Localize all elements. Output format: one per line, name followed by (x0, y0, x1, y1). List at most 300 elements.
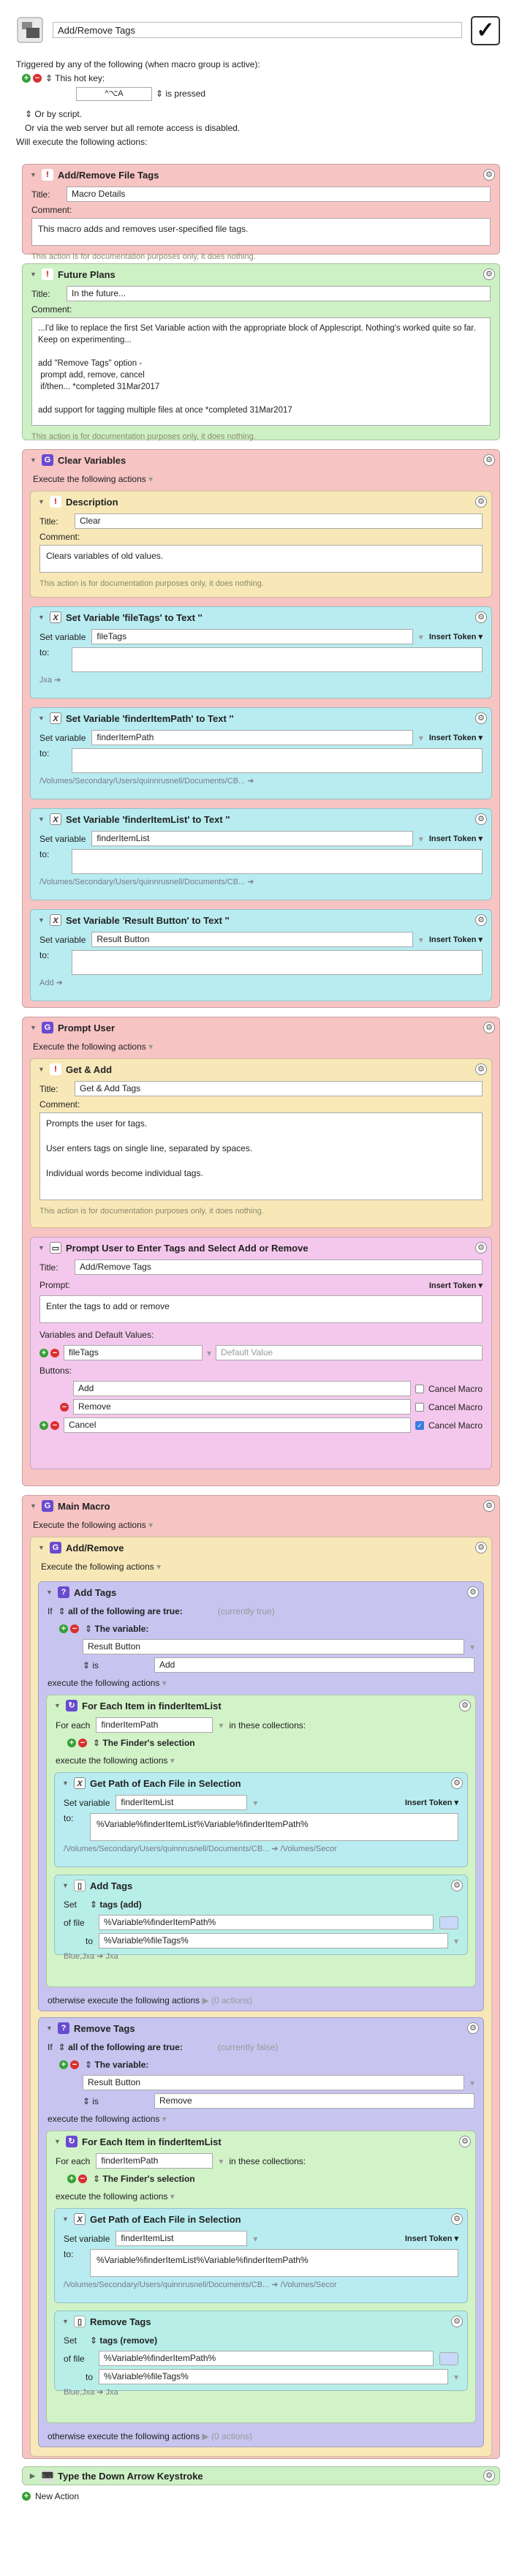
otherwise-text: otherwise execute the following actions (48, 1995, 200, 2006)
gear-icon[interactable]: ⚙ (475, 496, 487, 508)
condition-text: all of the following are true: (68, 1606, 183, 1616)
set-variable-label: Set variable (39, 631, 86, 642)
script-select[interactable]: ⇕ Or by script. (25, 108, 83, 119)
action-add-remove-file-tags[interactable] (22, 164, 500, 261)
disclosure-icon[interactable]: ▼ (46, 2025, 53, 2032)
insert-token-menu[interactable]: Insert Token ▾ (404, 1799, 458, 1807)
action-if-then[interactable] (38, 1581, 484, 2011)
action-title: For Each Item in finderItemList (82, 1700, 222, 1711)
execute-label: Execute the following actions ▾ (41, 1562, 162, 1572)
to-label: to (85, 1935, 93, 1946)
variable-field[interactable]: finderItemPath (96, 1717, 213, 1733)
trigger-type[interactable]: ⇕ This hot key: (45, 72, 105, 83)
title-label: Title: (39, 1262, 58, 1273)
text-field[interactable] (72, 647, 483, 672)
disclosure-icon[interactable]: ▶ (30, 2471, 35, 2479)
disclosure-icon[interactable]: ▼ (54, 1702, 61, 1709)
to-label: to: (64, 1813, 74, 1823)
title-label: Title: (31, 288, 50, 299)
action-title: Future Plans (58, 268, 116, 280)
remove-collection-icon[interactable]: − (78, 2174, 87, 2183)
tags-field[interactable]: %Variable%fileTags% (99, 1933, 448, 1948)
of-file-label: of file (64, 2353, 85, 2364)
var-menu-icon[interactable]: ▾ (418, 934, 423, 945)
variable-icon: X (50, 712, 61, 724)
title-field[interactable]: Get & Add Tags (75, 1081, 483, 1096)
gear-icon[interactable]: ⚙ (451, 2213, 463, 2225)
actions-list (22, 164, 500, 2501)
operator-label: is (92, 1660, 99, 1671)
result-preview: /Volumes/Secondary/Users/quinnrusnell/Documents/CB... ➔ (39, 777, 254, 786)
tags-field[interactable]: %Variable%fileTags% (99, 2369, 448, 2384)
execute-label: execute the following actions ▾ (56, 2191, 175, 2202)
action-future-plans[interactable] (22, 263, 500, 440)
otherwise-label (39, 1992, 483, 2009)
result-preview: Blue,Jxa ➔ Jxa (64, 2388, 118, 2397)
if-icon: ? (58, 1586, 69, 1598)
add-condition-icon[interactable]: + (59, 2060, 68, 2069)
the-variable-label: The variable: (94, 1624, 149, 1634)
gear-icon[interactable]: ⚙ (483, 1500, 495, 1512)
comment-icon: ! (42, 268, 53, 280)
group-icon: G (42, 1500, 53, 1512)
add-trigger-icon[interactable]: + (22, 74, 31, 83)
variable-field[interactable]: Result Button (91, 932, 412, 947)
add-collection-icon[interactable]: + (67, 1739, 76, 1747)
add-condition-icon[interactable]: + (59, 1624, 68, 1633)
group-prompt-user[interactable] (22, 1017, 500, 1486)
add-button-icon[interactable]: + (39, 1421, 48, 1430)
execute-label: Execute the following actions ▾ (33, 1520, 154, 1530)
var-menu-icon[interactable]: ▾ (418, 631, 423, 642)
value-field[interactable]: Remove (154, 2093, 474, 2109)
attribute-select[interactable]: ⇕ tags (add) (90, 1899, 142, 1910)
to-label: to: (39, 849, 50, 859)
comment-icon: ! (50, 1063, 61, 1075)
action-title: Set Variable 'finderItemList' to Text '' (66, 813, 230, 825)
insert-token-menu[interactable]: Insert Token ▾ (428, 1281, 483, 1290)
insert-token-menu[interactable]: Insert Token ▾ (428, 935, 483, 944)
collections-label: in these collections: (229, 2155, 306, 2166)
comment-field[interactable]: Clears variables of old values. (39, 545, 483, 573)
action-get-add[interactable] (30, 1058, 492, 1228)
set-label: Set (64, 2335, 77, 2346)
for-each-label: For each (56, 1720, 91, 1730)
action-title: Type the Down Arrow Keystroke (58, 2470, 203, 2482)
var-menu-icon[interactable]: ▾ (418, 833, 423, 844)
execute-text: execute the following actions (48, 1678, 160, 1688)
result-preview: Add ➔ (39, 979, 63, 987)
result-preview: /Volumes/Secondary/Users/quinnrusnell/Documents/CB... ➔ /Volumes/Secor (64, 2281, 337, 2289)
comment-field[interactable]: Prompts the user for tags. User enters tags on single line, separated by spaces. Individual words become individual tags. (39, 1112, 483, 1200)
tags-menu-icon[interactable]: ▾ (453, 2371, 458, 2382)
variable-field[interactable]: finderItemPath (96, 2153, 213, 2169)
action-set-variable[interactable] (30, 606, 492, 698)
execute-label: Execute the following actions ▾ (33, 1042, 154, 1052)
variable-field[interactable]: fileTags (91, 629, 412, 644)
web-label: Or via the web server but all remote access is disabled. (25, 122, 241, 133)
default-value-field[interactable]: Default Value (216, 1345, 483, 1360)
action-title: Remove Tags (90, 2316, 151, 2327)
variable-field[interactable]: Result Button (83, 1639, 464, 1654)
to-label: to: (64, 2249, 74, 2259)
disclosure-icon[interactable]: ▼ (38, 816, 45, 823)
pressed-label: is pressed (165, 88, 206, 99)
gear-icon[interactable]: ⚙ (451, 2316, 463, 2327)
action-title: Clear Variables (58, 454, 126, 466)
script-label: Or by script. (34, 108, 83, 119)
button-add-field[interactable]: Add (73, 1381, 411, 1396)
action-title: Set Variable 'Result Button' to Text '' (66, 914, 230, 926)
condition-type-select[interactable]: ⇕ The variable: (85, 2060, 149, 2070)
disclosure-icon[interactable]: ▼ (38, 715, 45, 722)
var-menu-icon[interactable]: ▾ (219, 1720, 224, 1730)
cancel-macro-checkbox-checked[interactable]: ✓ (415, 1421, 424, 1430)
disclosure-icon[interactable]: ▼ (54, 2138, 61, 2145)
disclosure-icon[interactable]: ▼ (62, 1882, 69, 1889)
to-label: to: (39, 950, 50, 960)
doc-note: This action is for documentation purposes only, it does nothing. (31, 432, 256, 441)
macro-header (0, 0, 522, 57)
of-file-label: of file (64, 1917, 85, 1928)
disclosure-icon[interactable]: ▼ (38, 916, 45, 924)
hotkey-field[interactable]: ^⌥A (76, 87, 152, 101)
action-if-then[interactable] (38, 2017, 484, 2447)
variable-icon: X (74, 1777, 86, 1789)
gear-icon[interactable]: ⚙ (451, 1880, 463, 1891)
action-file-tags[interactable] (54, 2311, 468, 2397)
gear-icon[interactable]: ⚙ (475, 712, 487, 724)
macro-icon[interactable] (16, 16, 44, 44)
operator-select[interactable]: ⇕ is (83, 1660, 99, 1671)
execute-label: execute the following actions ▾ (56, 1755, 175, 1766)
action-type-down-arrow[interactable] (22, 2466, 500, 2485)
disclosure-icon[interactable]: ▼ (30, 1024, 37, 1031)
disclosure-icon[interactable]: ▼ (62, 2215, 69, 2223)
variable-icon: X (50, 611, 61, 623)
trigger-intro: Triggered by any of the following (when macro group is active): (16, 59, 260, 69)
disclosure-icon[interactable]: ▼ (38, 614, 45, 621)
result-preview: /Volumes/Secondary/Users/quinnrusnell/Documents/CB... ➔ (39, 878, 254, 886)
gear-icon[interactable]: ⚙ (467, 2022, 479, 2034)
insert-token-menu[interactable]: Insert Token ▾ (428, 633, 483, 641)
action-get-path[interactable] (54, 1772, 468, 1867)
text-field[interactable]: %Variable%finderItemList%Variable%finderItemPath% (90, 2249, 458, 2277)
text-field[interactable] (72, 748, 483, 773)
action-file-tags[interactable] (54, 1875, 468, 1961)
gear-icon[interactable]: ⚙ (459, 2136, 471, 2147)
tags-menu-icon[interactable]: ▾ (453, 1935, 458, 1946)
otherwise-count: ▶ (0 actions) (202, 1995, 253, 2006)
insert-token-menu[interactable]: Insert Token ▾ (428, 734, 483, 742)
variable-field[interactable]: finderItemList (116, 2231, 247, 2246)
attribute-text: tags (add) (99, 1899, 142, 1910)
result-preview: Jxa ➔ (39, 676, 61, 685)
execute-text: execute the following actions (56, 2191, 168, 2202)
file-icon: ▯ (74, 1880, 86, 1891)
title-label: Title: (39, 1083, 58, 1094)
new-action-button[interactable] (22, 2491, 500, 2501)
action-title: Add/Remove File Tags (58, 169, 159, 181)
set-label: Set (64, 1899, 77, 1910)
remove-button-icon[interactable]: − (60, 1403, 69, 1412)
file-field[interactable]: %Variable%finderItemPath% (99, 1915, 434, 1930)
title-field[interactable]: In the future... (67, 286, 491, 301)
disclosure-icon[interactable]: ▼ (38, 1066, 45, 1073)
disclosure-icon[interactable]: ▼ (46, 1589, 53, 1596)
variable-icon: X (50, 914, 61, 926)
action-title: Prompt User to Enter Tags and Select Add or Remove (66, 1242, 309, 1254)
text-field[interactable] (72, 849, 483, 874)
condition-select[interactable]: ⇕ all of the following are true: (58, 2042, 183, 2052)
title-label: Title: (39, 516, 58, 527)
add-var-icon[interactable]: + (39, 1349, 48, 1357)
if-label: If (48, 2042, 53, 2052)
remove-condition-icon[interactable]: − (70, 2060, 79, 2069)
variable-icon: X (74, 2213, 86, 2225)
var-menu-icon[interactable]: ▾ (469, 2077, 474, 2088)
execute-text: Execute the following actions (41, 1562, 154, 1572)
gear-icon[interactable]: ⚙ (475, 1063, 487, 1075)
set-variable-label: Set variable (39, 833, 86, 844)
remove-button-icon[interactable]: − (50, 1421, 59, 1430)
operator-select[interactable]: ⇕ is (83, 2095, 99, 2106)
keyboard-icon: ⌨ (42, 2471, 53, 2480)
remove-collection-icon[interactable]: − (78, 1739, 87, 1747)
gear-icon[interactable]: ⚙ (475, 1242, 487, 1254)
collections-label: in these collections: (229, 1720, 306, 1730)
action-get-path[interactable] (54, 2208, 468, 2303)
execute-text: Execute the following actions (33, 1520, 146, 1530)
title-field[interactable]: Macro Details (67, 187, 491, 202)
enabled-checkbox[interactable]: ✓ (471, 16, 500, 45)
comment-field[interactable]: ...I'd like to replace the first Set Variable action with the appropriate block of Applescript. Nothing's worked quite so far. Keep on experimenting... add "Remove Tags" option - prompt add, remove, cancel if/then... *completed 31Mar2017 add support for tagging multiple files at once *completed 31Mar2017 (31, 317, 491, 426)
disclosure-icon[interactable]: ▼ (38, 498, 45, 505)
execute-text: Execute the following actions (33, 474, 146, 484)
comment-label: Comment: (31, 205, 72, 215)
action-title: Set Variable 'fileTags' to Text '' (66, 611, 203, 623)
action-title: Get & Add (66, 1063, 113, 1075)
collection-text: The Finder's selection (102, 1738, 195, 1748)
var-menu-icon[interactable]: ▾ (253, 2233, 258, 2244)
title-label: Title: (31, 189, 50, 200)
gear-icon[interactable]: ⚙ (475, 914, 487, 926)
remove-condition-icon[interactable]: − (70, 1624, 79, 1633)
title-field[interactable]: Add/Remove Tags (75, 1259, 483, 1275)
action-title: Get Path of Each File in Selection (90, 2213, 241, 2225)
disclosure-icon[interactable]: ▼ (38, 1244, 45, 1251)
action-title: Add/Remove (66, 1542, 124, 1553)
hotkey-label: This hot key: (55, 72, 105, 83)
action-for-each[interactable] (46, 1695, 476, 1987)
otherwise-label (39, 2428, 483, 2445)
cancel-macro-label: Cancel Macro (428, 1420, 483, 1431)
plus-icon: + (22, 2492, 31, 2501)
prompt-field[interactable]: Enter the tags to add or remove (39, 1295, 483, 1323)
group-main-macro[interactable] (22, 1495, 500, 2459)
title-field[interactable]: Clear (75, 513, 483, 529)
action-title: Add Tags (74, 1586, 117, 1598)
comment-field[interactable]: This macro adds and removes user-specified file tags. (31, 218, 491, 246)
comment-icon: ! (50, 496, 61, 508)
action-description[interactable] (30, 491, 492, 598)
vars-label: Variables and Default Values: (39, 1330, 154, 1340)
execute-label: execute the following actions ▾ (48, 1678, 167, 1688)
for-each-label: For each (56, 2155, 91, 2166)
operator-label: is (92, 2095, 99, 2106)
otherwise-text: otherwise execute the following actions (48, 2431, 200, 2441)
will-execute-label: Will execute the following actions: (16, 136, 148, 147)
variable-field[interactable]: Result Button (83, 2075, 464, 2090)
folder-icon[interactable] (439, 1916, 458, 1929)
button-remove-field[interactable]: Remove (73, 1399, 411, 1415)
value-field[interactable]: Add (154, 1657, 474, 1673)
action-title: Remove Tags (74, 2022, 135, 2034)
set-variable-label: Set variable (39, 934, 86, 945)
condition-select[interactable]: ⇕ all of the following are true: (58, 1606, 183, 1616)
loop-icon: ↻ (66, 2136, 77, 2147)
to-label: to: (39, 748, 50, 758)
variable-field[interactable]: finderItemList (91, 831, 412, 846)
doc-note: This action is for documentation purposes only, it does nothing. (39, 1207, 264, 1216)
comment-label: Comment: (31, 304, 72, 315)
loop-icon: ↻ (66, 1700, 77, 1711)
disclosure-icon[interactable]: ▼ (30, 271, 37, 278)
action-title: Get Path of Each File in Selection (90, 1777, 241, 1789)
collection-select[interactable]: ⇕ The Finder's selection (93, 1738, 195, 1748)
collection-select[interactable]: ⇕ The Finder's selection (93, 2174, 195, 2184)
result-preview: Blue,Jxa ➔ Jxa (64, 1952, 118, 1961)
group-icon: G (42, 1022, 53, 1033)
execute-label: execute the following actions ▾ (48, 2114, 167, 2124)
action-title: Add Tags (90, 1880, 133, 1891)
collection-text: The Finder's selection (102, 2174, 195, 2184)
set-variable-label: Set variable (64, 2233, 110, 2244)
to-label: to (85, 2371, 93, 2382)
gear-icon[interactable]: ⚙ (483, 2470, 495, 2482)
action-title: Description (66, 496, 118, 508)
condition-status: (currently false) (217, 2042, 279, 2052)
pressed-select[interactable]: ⇕ is pressed (156, 88, 206, 99)
group-clear-variables[interactable] (22, 449, 500, 1008)
to-label: to: (39, 647, 50, 658)
action-title: For Each Item in finderItemList (82, 2136, 222, 2147)
var-menu-icon[interactable]: ▾ (219, 2155, 224, 2166)
execute-label: Execute the following actions ▾ (33, 474, 154, 484)
add-collection-icon[interactable]: + (67, 2174, 76, 2183)
doc-note: This action is for documentation purposes only, it does nothing. (31, 252, 256, 261)
action-title: Prompt User (58, 1022, 116, 1033)
comment-label: Comment: (39, 1099, 80, 1110)
var-menu-icon[interactable]: ▾ (418, 732, 423, 743)
disclosure-icon[interactable]: ▼ (38, 1544, 45, 1551)
gear-icon[interactable]: ⚙ (467, 1586, 479, 1598)
group-add-remove[interactable] (30, 1537, 492, 2457)
file-icon: ▯ (74, 2316, 86, 2327)
insert-token-menu[interactable]: Insert Token ▾ (404, 2234, 458, 2243)
attribute-select[interactable]: ⇕ tags (remove) (90, 2335, 158, 2346)
otherwise-count: ▶ (0 actions) (202, 2431, 253, 2441)
set-variable-label: Set variable (64, 1797, 110, 1808)
condition-text: all of the following are true: (68, 2042, 183, 2052)
prompt-label: Prompt: (39, 1280, 71, 1290)
remove-trigger-icon[interactable]: − (33, 74, 42, 83)
gear-icon[interactable]: ⚙ (483, 268, 495, 280)
variable-field[interactable]: finderItemPath (91, 730, 412, 745)
gear-icon[interactable]: ⚙ (483, 454, 495, 466)
condition-status: (currently true) (217, 1606, 275, 1616)
action-set-variable[interactable] (30, 909, 492, 1001)
var-menu-icon[interactable]: ▾ (207, 1347, 212, 1358)
the-variable-label: The variable: (94, 2060, 149, 2070)
button-cancel-field[interactable]: Cancel (64, 1417, 411, 1433)
result-preview: /Volumes/Secondary/Users/quinnrusnell/Documents/CB... ➔ /Volumes/Secor (64, 1845, 337, 1853)
folder-icon[interactable] (439, 2352, 458, 2365)
execute-text: execute the following actions (48, 2114, 160, 2124)
gear-icon[interactable]: ⚙ (451, 1777, 463, 1789)
disclosure-icon[interactable]: ▼ (62, 2318, 69, 2325)
window-icon: ▭ (50, 1242, 61, 1254)
gear-icon[interactable]: ⚙ (483, 1022, 495, 1033)
gear-icon[interactable]: ⚙ (475, 1542, 487, 1553)
text-field[interactable] (72, 950, 483, 975)
group-icon: G (50, 1542, 61, 1553)
execute-text: execute the following actions (56, 1755, 168, 1766)
action-set-variable[interactable] (30, 707, 492, 799)
disclosure-icon[interactable]: ▼ (30, 456, 37, 464)
comment-icon: ! (42, 169, 53, 181)
attribute-text: tags (remove) (99, 2335, 158, 2346)
group-icon: G (42, 454, 53, 466)
comment-label: Comment: (39, 532, 80, 542)
gear-icon[interactable]: ⚙ (475, 813, 487, 825)
insert-token-menu[interactable]: Insert Token ▾ (428, 835, 483, 843)
gear-icon[interactable]: ⚙ (475, 611, 487, 623)
disclosure-icon[interactable]: ▼ (30, 1502, 37, 1510)
variable-field[interactable]: fileTags (64, 1345, 203, 1360)
cancel-macro-label: Cancel Macro (428, 1401, 483, 1412)
action-set-variable[interactable] (30, 808, 492, 900)
disclosure-icon[interactable]: ▼ (62, 1780, 69, 1787)
var-menu-icon[interactable]: ▾ (253, 1797, 258, 1808)
cancel-macro-label: Cancel Macro (428, 1383, 483, 1394)
remove-var-icon[interactable]: − (50, 1349, 59, 1357)
disclosure-icon[interactable]: ▼ (30, 171, 37, 178)
file-field[interactable]: %Variable%finderItemPath% (99, 2351, 434, 2366)
buttons-label: Buttons: (39, 1366, 72, 1376)
if-icon: ? (58, 2022, 69, 2034)
doc-note: This action is for documentation purposes only, it does nothing. (39, 579, 264, 588)
execute-text: Execute the following actions (33, 1042, 146, 1052)
text-field[interactable]: %Variable%finderItemList%Variable%finderItemPath% (90, 1813, 458, 1841)
if-label: If (48, 1606, 53, 1616)
action-title: Set Variable 'finderItemPath' to Text '' (66, 712, 234, 724)
cancel-macro-checkbox[interactable] (415, 1385, 424, 1393)
new-action-label: New Action (35, 2491, 80, 2501)
macro-title-field[interactable]: Add/Remove Tags (53, 22, 462, 38)
variable-icon: X (50, 813, 61, 825)
gear-icon[interactable]: ⚙ (483, 169, 495, 181)
set-variable-label: Set variable (39, 732, 86, 743)
action-title: Main Macro (58, 1500, 110, 1512)
cancel-macro-checkbox[interactable] (415, 1403, 424, 1412)
action-prompt-user[interactable] (30, 1237, 492, 1469)
action-for-each[interactable] (46, 2131, 476, 2423)
var-menu-icon[interactable]: ▾ (469, 1641, 474, 1652)
condition-type-select[interactable]: ⇕ The variable: (85, 1624, 149, 1634)
variable-field[interactable]: finderItemList (116, 1795, 247, 1810)
gear-icon[interactable]: ⚙ (459, 1700, 471, 1711)
